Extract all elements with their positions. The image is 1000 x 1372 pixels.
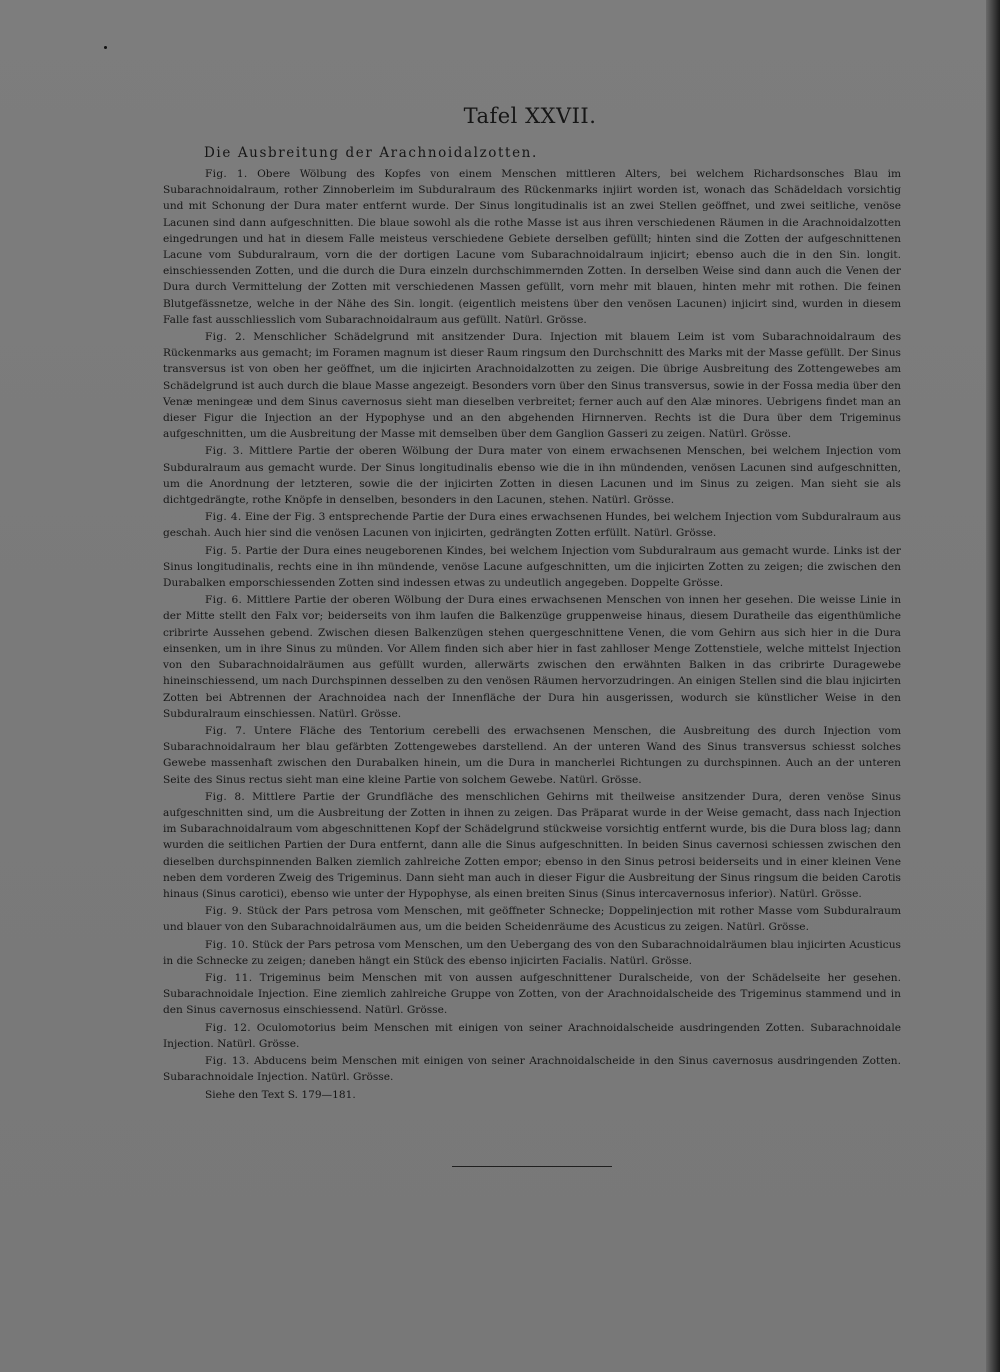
- figure-label: Fig. 12.: [205, 1021, 251, 1034]
- figure-entry-13: [163, 1053, 901, 1085]
- figure-entry-7: [163, 723, 901, 788]
- figure-descriptions: [163, 166, 901, 1105]
- figure-label: Fig. 8.: [205, 790, 246, 803]
- figure-label: Fig. 9.: [205, 905, 243, 918]
- figure-text: Mittlere Partie der Grundfläche des menschlichen Gehirns mit theilweise ansitzender Dura, deren venöse Sinus aufgeschnitten sind, um die Ausbreitung der Zotten in ihnen zu zeigen. Das Präparat wurde in der Weise gemacht, dass nach Injection im Subarachnoidalraum vom abgeschnittenen Kopf der Schädelgrund stückweise vorsichtig entfernt wurde, bis die Dura bloss lag; dann wurden die seitlichen Partien der Dura entfernt, dann alle die Sinus aufgeschnitten. In beiden Sinus cavernosi schiessen zwischen den dieselben durchspinnenden Balken ziemlich zahlreiche Zotten empor; ebenso in den Sinus petrosi beiderseits und in einer kleinen Vene neben dem vorderen Zweig des Trigeminus. Dann sieht man auch in dieser Figur die Ausbreitung der Sinus ringsum die beiden Carotis hinaus (Sinus carotici), ebenso wie unter der Hypophyse, als einen breiten Sinus (Sinus intercavernosus inferior). Natürl. Grösse.: [163, 790, 901, 900]
- figure-text: Abducens beim Menschen mit einigen von seiner Arachnoidalscheide in den Sinus cavernosus ausdringenden Zotten. Subarachnoidale Injection. Natürl. Grösse.: [163, 1054, 901, 1084]
- figure-entry-12: [163, 1020, 901, 1052]
- figure-entry-11: [163, 970, 901, 1019]
- figure-text: Mittlere Partie der oberen Wölbung der Dura eines erwachsenen Menschen von innen her gesehen. Die weisse Linie in der Mitte stellt den Falx vor; beiderseits von ihm laufen die Balkenzüge gruppenweise hinaus, diesem Duratheile das eigenthümliche cribrirte Aussehen gebend. Zwischen diesen Balkenzügen stehen quergeschnittene Venen, die vom Gehirn aus sich hier in die Dura einsenken, um in ihre Sinus zu münden. Vor Allem finden sich aber hier in fast zahlloser Menge Zottenstiele, welche mittelst Injection von den Subarachnoidalräumen aus gefüllt wurden, allerwärts zwischen den erwähnten Balken in das cribrirte Duragewebe hineinschiessend, um nach Durchspinnen desselben zu den venösen Räumen hervorzudringen. An einigen Stellen sind die blau injicirten Zotten bei Abtrennen der Arachnoidea nach der Innenfläche der Dura hin ausgerissen, wodurch sie künstlicher Weise in den Subduralraum einschiessen. Natürl. Grösse.: [163, 594, 902, 720]
- figure-entry-8: [163, 789, 901, 902]
- figure-text: Trigeminus beim Menschen mit von aussen aufgeschnittener Duralscheide, von der Schädelseite her gesehen. Subarachnoidale Injection. Eine ziemlich zahlreiche Gruppe von Zotten, von der Arachnoidalscheide des Trigeminus stammend und in den Sinus cavernosus einschiessend. Natürl. Grösse.: [163, 971, 902, 1017]
- figure-label: Fig. 10.: [205, 938, 249, 951]
- figure-label: Fig. 7.: [205, 724, 246, 737]
- figure-text: Mittlere Partie der oberen Wölbung der Dura mater von einem erwachsenen Menschen, bei welchem Injection vom Subduralraum aus gemacht wurde. Der Sinus longitudinalis ebenso wie die in ihn mündenden, venösen Lacunen sind aufgeschnitten, um die Anordnung der letzteren, sowie die der injicirten Zotten in diesen Lacunen und im Sinus zu zeigen. Man sieht sie als dichtgedrängte, rothe Knöpfe in denselben, besonders in den Lacunen, stehen. Natürl. Grösse.: [163, 445, 902, 507]
- plate-subtitle: Die Ausbreitung der Arachnoidalzotten.: [204, 145, 538, 161]
- figure-label: Fig. 2.: [205, 331, 246, 344]
- figure-text: Obere Wölbung des Kopfes von einem Menschen mittleren Alters, bei welchem Richardsonsches Blau im Subarachnoidalraum, rother Zinnoberleim im Subduralraum des Rückenmarks injiirt worden ist, wonach das Schädeldach vorsichtig und mit Schonung der Dura mater entfernt wurde. Der Sinus longitudinalis ist an zwei Stellen geöffnet, und zwei seitliche, venöse Lacunen sind dann aufgeschnitten. Die blaue sowohl als die rothe Masse ist aus ihren verschiedenen Räumen in die Arachnoidalzotten eingedrungen und hat in diesem Falle meisteus verschiedene Gebiete derselben gefüllt; hinten sind die Zotten der aufgeschnittenen Lacune vom Subduralraum, vorn die der dortigen Lacune vom Subarachnoidalraum injicirt; ebenso auch die in den Sin. longit. einschiessenden Zotten, und die durch die Dura einzeln durchschimmernden Zotten. In derselben Weise sind dann auch die Venen der Dura durch Vermittelung der Zotten mit verschiedenen Massen gefüllt, vorn mehr mit blauen, hinten mehr mit rothen. Die feinen Blutgefässnetze, welche in der Nähe des Sin. longit. (eigentlich meistens über den venösen Lacunen) injicirt sind, wurden in diesem Falle fast ausschliesslich vom Subarachnoidalraum aus gefüllt. Natürl. Grösse.: [163, 168, 902, 326]
- figure-label: Fig. 5.: [205, 544, 242, 557]
- figure-entry-9: [163, 903, 901, 935]
- figure-label: Fig. 1.: [205, 168, 248, 180]
- figure-entry-2: [163, 329, 901, 442]
- figure-entry-3: [163, 443, 901, 508]
- figure-entry-10: [163, 937, 901, 969]
- figure-label: Fig. 13.: [205, 1054, 250, 1067]
- figure-label: Fig. 11.: [205, 971, 253, 984]
- page-edge-shadow: [986, 0, 1000, 1372]
- figure-entry-4: [163, 509, 901, 541]
- figure-text: Stück der Pars petrosa vom Menschen, mit geöffneter Schnecke; Doppelinjection mit rother Masse vom Subduralraum und blauer von den Subarachnoidalräumen aus, um die beiden Scheidenräume des Acusticus zu zeigen. Natürl. Grösse.: [163, 905, 901, 934]
- figure-text: Menschlicher Schädelgrund mit ansitzender Dura. Injection mit blauem Leim ist vom Subarachnoidalraum des Rückenmarks aus gemacht; im Foramen magnum ist dieser Raum ringsum den Durchschnitt des Marks mit der Masse gefüllt. Der Sinus transversus ist von oben her geöffnet, um die injicirten Arachnoidalzotten zu zeigen. Die übrige Ausbreitung des Zottengewebes am Schädelgrund ist auch durch die blaue Masse angezeigt. Besonders vorn über den Sinus transversus, sowie in der Fossa media über den Venæ meningeæ und dem Sinus cavernosus sieht man dieselben verbreitet; ferner auch auf den Alæ minores. Uebrigens findet man an dieser Figur die Injection an der Hypophyse und an den abgehenden Hirnnerven. Rechts ist die Dura über dem Trigeminus aufgeschnitten, um die Ausbreitung der Masse mit demselben über dem Ganglion Gasseri zu zeigen. Natürl. Grösse.: [163, 331, 902, 441]
- figure-label: Fig. 6.: [205, 594, 243, 607]
- figure-text: Stück der Pars petrosa vom Menschen, um den Uebergang des von den Subarachnoidalräumen blau injicirten Acusticus in die Schnecke zu zeigen; daneben hängt ein Stück des ebenso injicirten Facialis. Natürl. Grösse.: [163, 938, 901, 967]
- plate-title: Tafel XXVII.: [463, 104, 597, 128]
- figure-text: Partie der Dura eines neugeborenen Kindes, bei welchem Injection vom Subduralraum aus gemacht wurde. Links ist der Sinus longitudinalis, rechts eine in ihn mündende, venöse Lacune aufgeschnitten, um die injicirten Zotten zu zeigen; die zwischen den Durabalken emporschiessenden Zotten sind indessen etwas zu undeutlich angegeben. Doppelte Grösse.: [163, 544, 901, 590]
- print-speck: [104, 46, 107, 49]
- see-text-reference: Siehe den Text S. 179—181.: [205, 1089, 356, 1102]
- figure-label: Fig. 3.: [205, 445, 244, 458]
- figure-entry-5: [163, 543, 901, 592]
- closing-rule: [452, 1166, 612, 1167]
- figure-text: Oculomotorius beim Menschen mit einigen von seiner Arachnoidalscheide ausdringenden Zotten. Subarachnoidale Injection. Natürl. Grösse.: [163, 1021, 901, 1050]
- figure-text: Eine der Fig. 3 entsprechende Partie der Dura eines erwachsenen Hundes, bei welchem Injection vom Subduralraum aus geschah. Auch hier sind die venösen Lacunen von injicirten, gedrängten Zotten erfüllt. Natürl. Grösse.: [163, 511, 901, 540]
- figure-label: Fig. 4.: [205, 511, 242, 524]
- figure-entry-6: [163, 592, 901, 722]
- figure-text: Untere Fläche des Tentorium cerebelli des erwachsenen Menschen, die Ausbreitung des durch Injection vom Subarachnoidalraum her blau gefärbten Zottengewebes darstellend. An der unteren Wand des Sinus transversus schiesst solches Gewebe massenhaft zwischen den Durabalken hinein, um die Dura in mancherlei Richtungen zu durchspinnen. Auch an der unteren Seite des Sinus rectus sieht man eine kleine Partie von solchem Gewebe. Natürl. Grösse.: [163, 724, 901, 786]
- figure-entry-1: [163, 166, 901, 328]
